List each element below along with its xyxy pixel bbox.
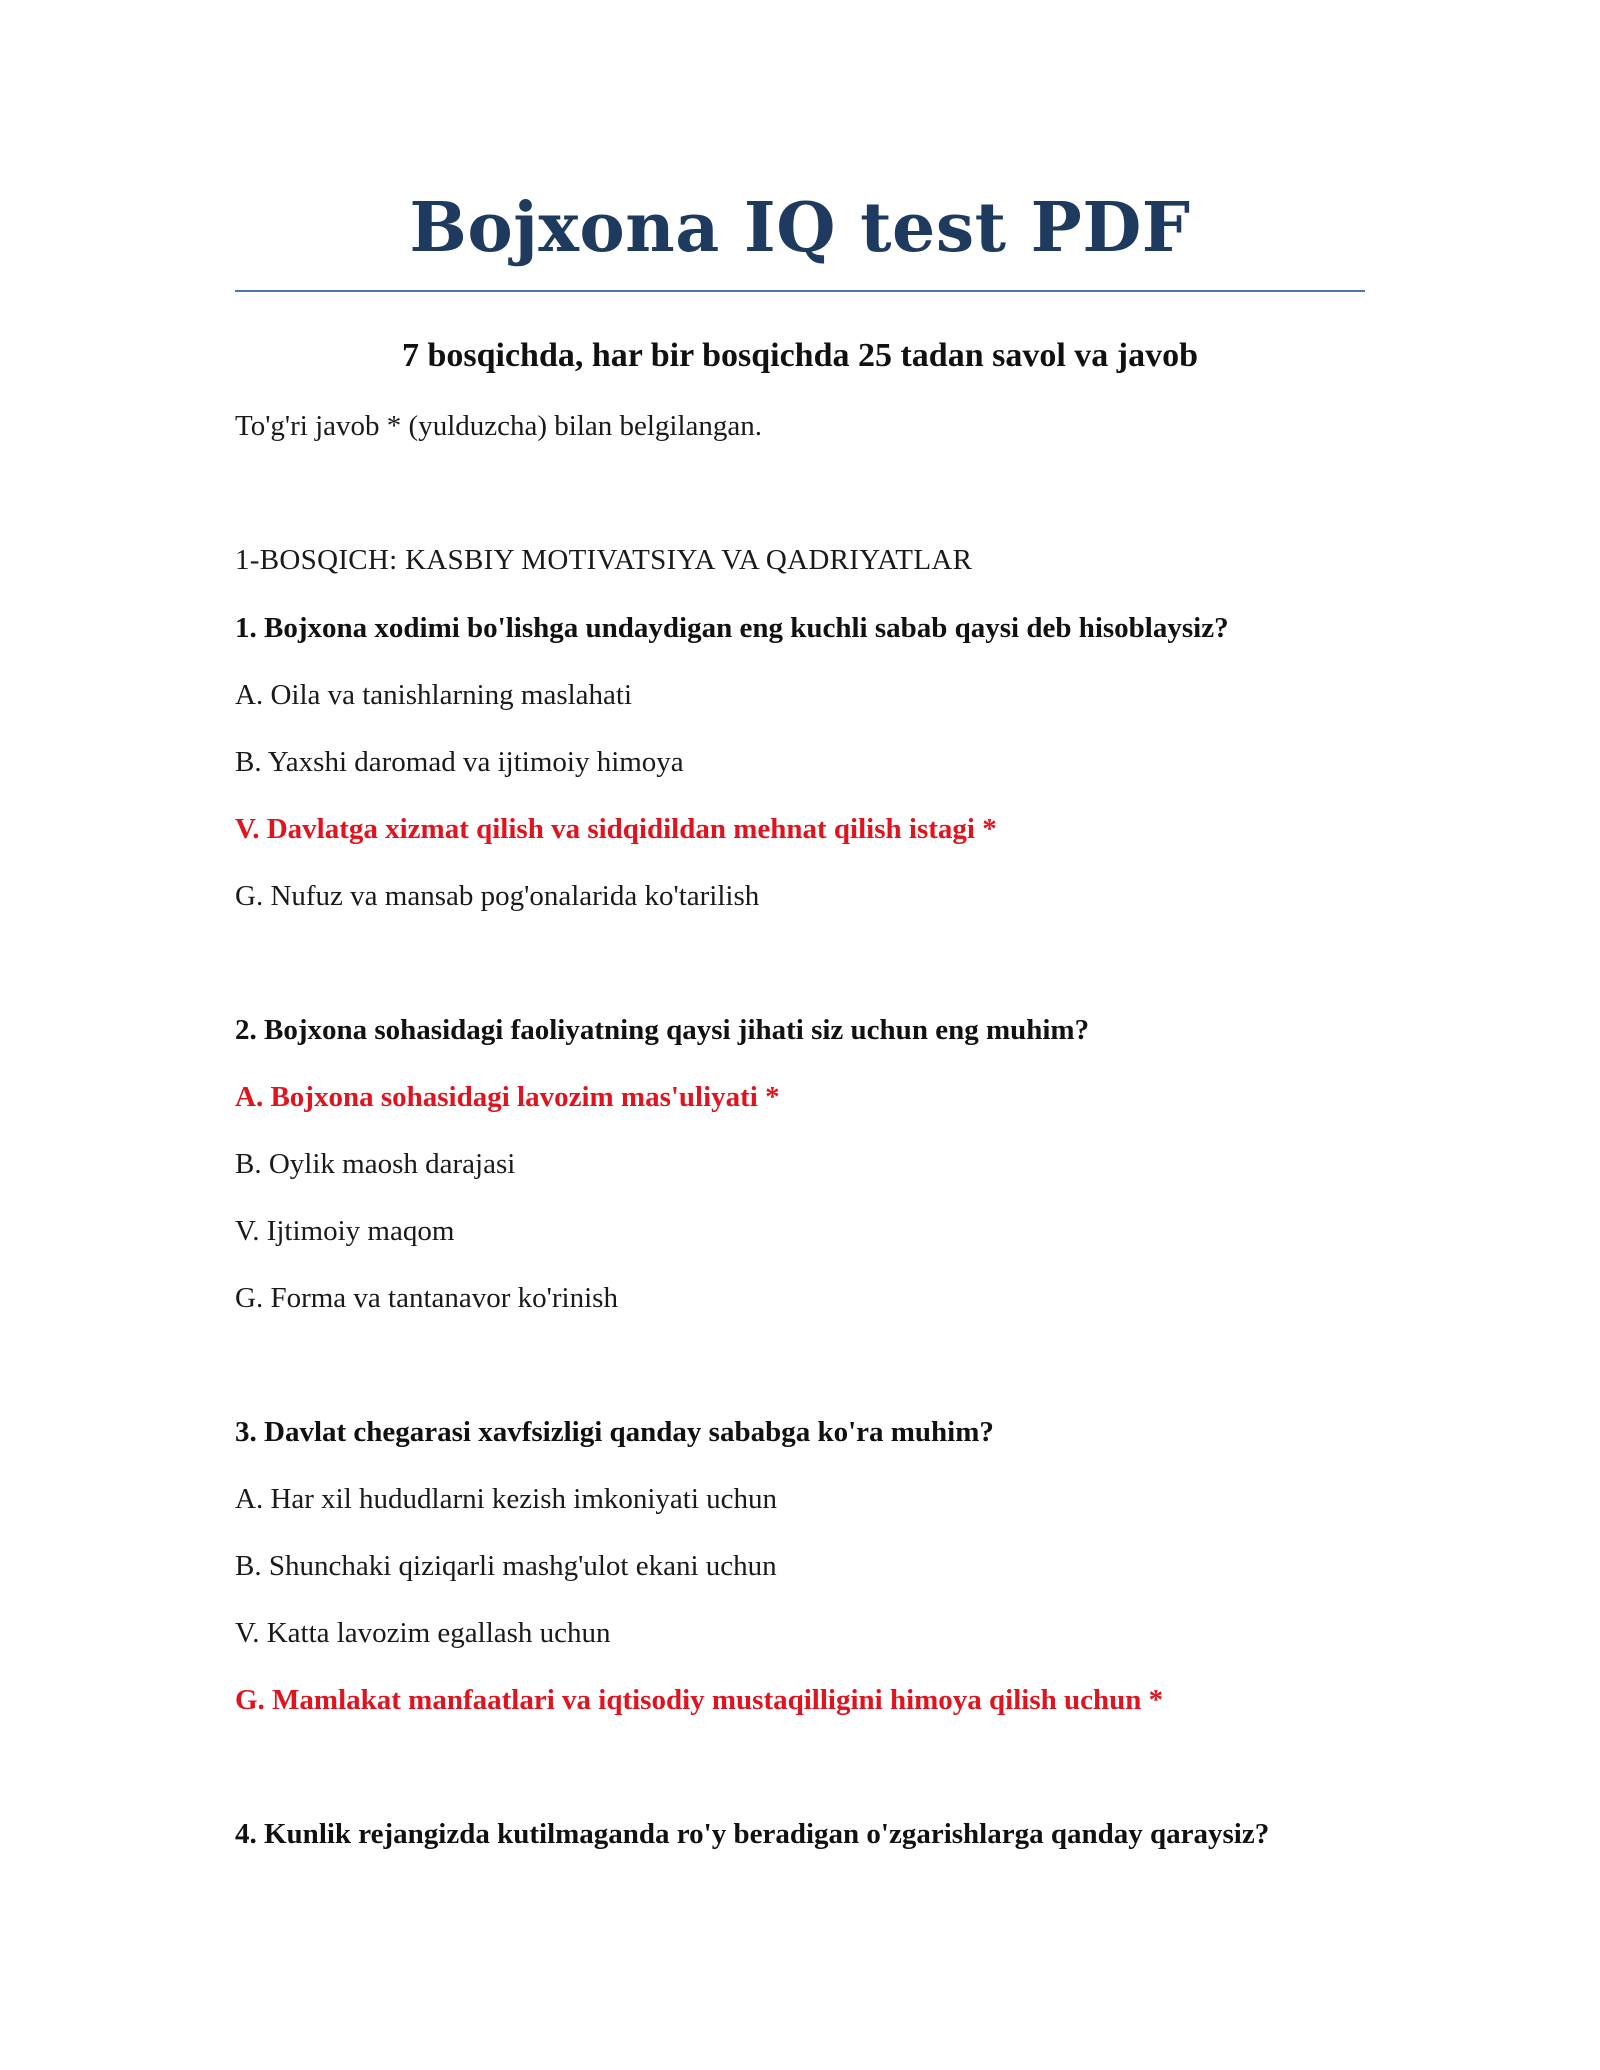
- document-subtitle: 7 bosqichda, har bir bosqichda 25 tadan savol va javob: [401, 337, 1199, 374]
- question-1-option-g: G. Nufuz va mansab pog'onalarida ko'tarilish: [235, 880, 760, 912]
- answer-key-note: To'g'ri javob * (yulduzcha) bilan belgilangan.: [235, 410, 763, 442]
- question-3: 3. Davlat chegarasi xavfsizligi qanday sababga ko'ra muhim?: [235, 1416, 994, 1448]
- question-1-option-v-correct: V. Davlatga xizmat qilish va sidqidildan mehnat qilish istagi *: [235, 813, 997, 845]
- question-3-option-v: V. Katta lavozim egallash uchun: [235, 1617, 611, 1649]
- title-underline: [235, 290, 1365, 292]
- question-2-option-a-correct: A. Bojxona sohasidagi lavozim mas'uliyati *: [235, 1081, 780, 1113]
- question-2-option-g: G. Forma va tantanavor ko'rinish: [235, 1282, 618, 1314]
- question-2-option-b: B. Oylik maosh darajasi: [235, 1148, 516, 1180]
- question-3-option-g-correct: G. Mamlakat manfaatlari va iqtisodiy mustaqilligini himoya qilish uchun *: [235, 1684, 1164, 1716]
- question-3-option-b: B. Shunchaki qiziqarli mashg'ulot ekani uchun: [235, 1550, 777, 1582]
- question-2: 2. Bojxona sohasidagi faoliyatning qaysi jihati siz uchun eng muhim?: [235, 1014, 1090, 1046]
- question-4: 4. Kunlik rejangizda kutilmaganda ro'y beradigan o'zgarishlarga qanday qaraysiz?: [235, 1818, 1270, 1850]
- question-3-option-a: A. Har xil hududlarni kezish imkoniyati uchun: [235, 1483, 778, 1515]
- document-title: Bojxona IQ test PDF: [409, 188, 1191, 268]
- question-2-option-v: V. Ijtimoiy maqom: [235, 1215, 455, 1247]
- question-1-option-b: B. Yaxshi daromad va ijtimoiy himoya: [235, 746, 684, 778]
- question-1: 1. Bojxona xodimi bo'lishga undaydigan eng kuchli sabab qaysi deb hisoblaysiz?: [235, 612, 1229, 644]
- question-1-option-a: A. Oila va tanishlarning maslahati: [235, 679, 633, 711]
- stage-heading: 1-BOSQICH: KASBIY MOTIVATSIYA VA QADRIYATLAR: [235, 544, 973, 576]
